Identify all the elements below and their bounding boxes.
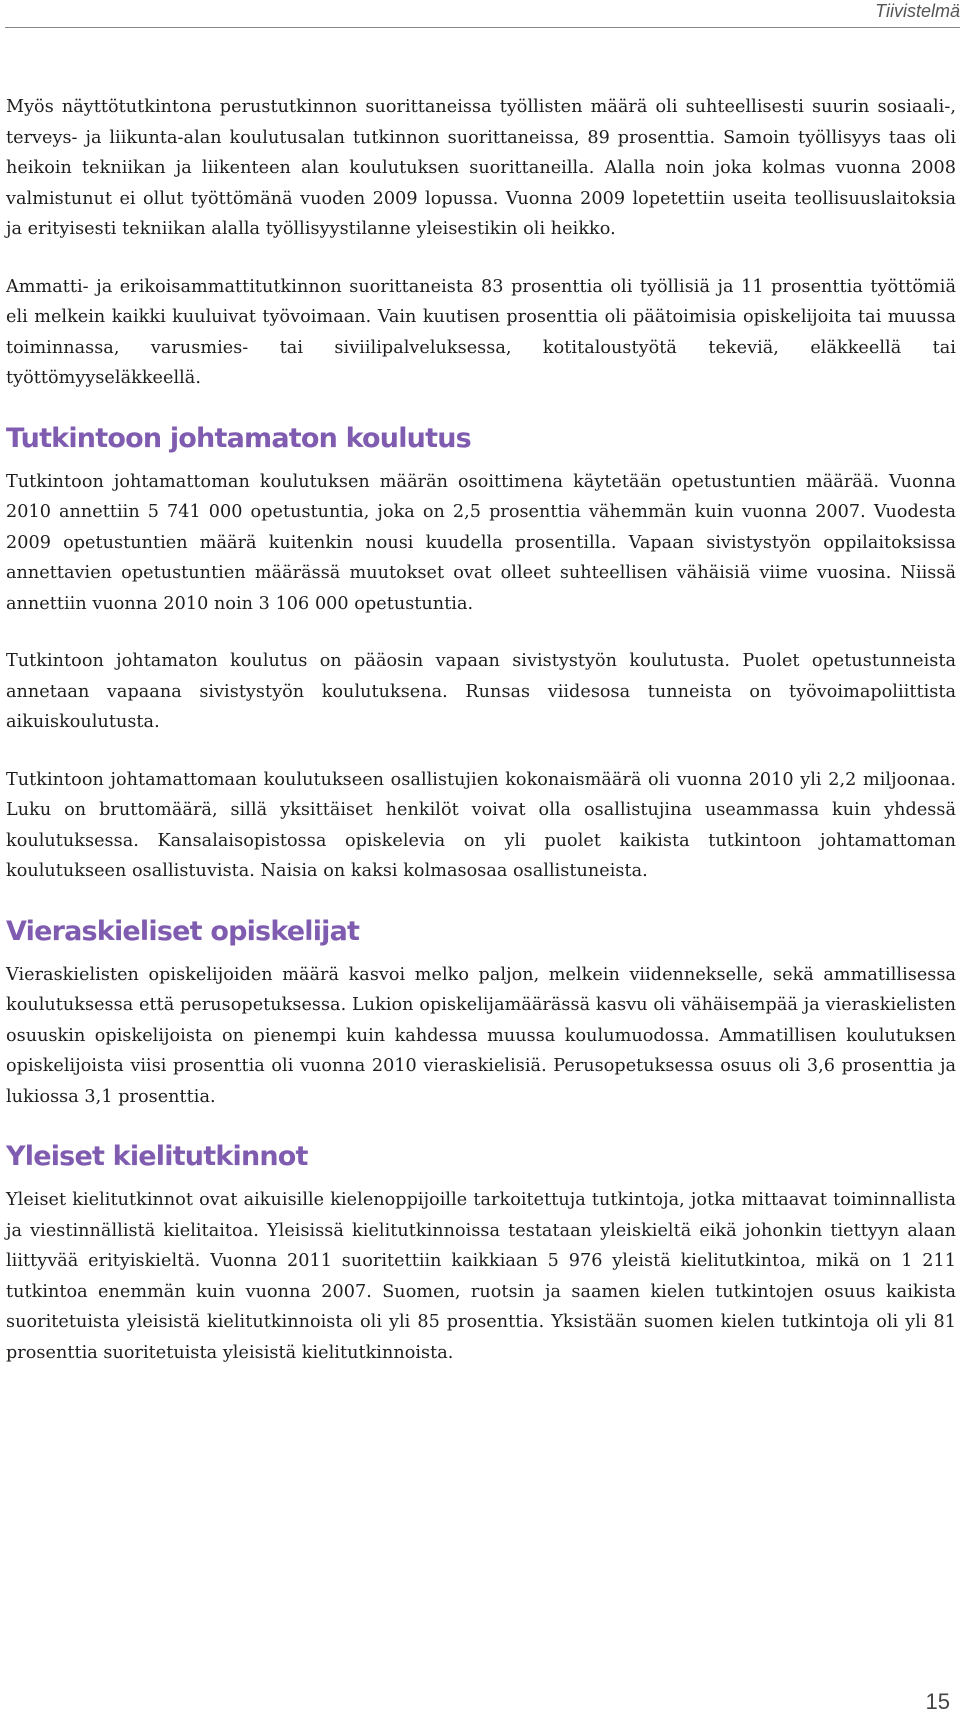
paragraph-liberal-adult-education: Tutkintoon johtamaton koulutus on pääosin vapaan sivistystyön koulutusta. Puolet opetustunneista annetaan vapaana sivistystyön koulutuksena. Runsas viidesosa tunneista on työvoimapoliittista aikuiskoulutusta. <box>6 651 956 732</box>
paragraph-language-exams: Yleiset kielitutkinnot ovat aikuisille kielenoppijoille tarkoitettuja tutkintoja, jotka mittaavat toiminnallista ja viestinnällistä kielitaitoa. Yleisissä kielitutkinnoissa testataan yleiskieltä eikä johonkin tiettyyn alaan liittyvää erityiskieltä. Vuonna 2011 suoritettiin kaikkiaan 5 976 yleistä kielitutkintoa, mikä on 1 211 tutkintoa enemmän kuin vuonna 2007. Suomen, ruotsin ja saamen kielen tutkintojen osuus kaikista suoritetuista yleisistä kielitutkinnoista oli yli 85 prosenttia. Yksistään suomen kielen tutkintoja oli yli 81 prosenttia suoritetuista yleisistä kielitutkinnoista. <box>6 1190 956 1363</box>
heading-foreign-language-students: Vieraskieliset opiskelijat <box>6 915 360 947</box>
page-header <box>0 0 960 30</box>
page-body <box>6 92 956 1395</box>
header-rule <box>5 27 960 28</box>
paragraph-foreign-language-students: Vieraskielisten opiskelijoiden määrä kasvoi melko paljon, melkein viidennekselle, sekä ammatillisessa koulutuksessa että perusopetuksessa. Lukion opiskelijamäärässä kasvu oli vähäisempää ja vieraskielisten osuuskin opiskelijoista on pienempi kuin kahdessa muussa koulumuodossa. Ammatillisen koulutuksen opiskelijoista viisi prosenttia oli vuonna 2010 vieraskielisiä. Perusopetuksessa osuus oli 3,6 prosenttia ja lukiossa 3,1 prosenttia. <box>6 964 956 1107</box>
heading-language-exams: Yleiset kielitutkinnot <box>6 1141 308 1172</box>
section-label: Tiivistelmä <box>875 1 960 21</box>
heading-non-degree-education: Tutkintoon johtamaton koulutus <box>6 422 471 454</box>
paragraph-participants: Tutkintoon johtamattomaan koulutukseen osallistujien kokonaismäärä oli vuonna 2010 yli 2,2 miljoonaa. Luku on bruttomäärä, sillä yksittäiset henkilöt voivat olla osallistujina useammassa kuin yhdessä koulutuksessa. Kansalaisopistossa opiskelevia on yli puolet kaikista tutkintoon johtamattoman koulutukseen osallistuvista. Naisia on kaksi kolmasosaa osallistuneista. <box>6 769 956 881</box>
page-number: 15 <box>925 1689 950 1714</box>
paragraph-employment-vocational: Myös näyttötutkintona perustutkinnon suorittaneissa työllisten määrä oli suhteellisesti suurin sosiaali-, terveys- ja liikunta-alan koulutusalan tutkinnon suorittaneissa, 89 prosenttia. Samoin työllisyys taas oli heikoin tekniikan ja liikenteen alan koulutuksen suorittaneilla. Alalla noin joka kolmas vuonna 2008 valmistunut ei ollut työttömänä vuoden 2009 lopussa. Vuonna 2009 lopetettiin useita teollisuuslaitoksia ja erityisesti tekniikan alalla työllisyystilanne yleisestikin oli heikko. <box>6 97 956 239</box>
paragraph-specialist-qualifications: Ammatti- ja erikoisammattitutkinnon suorittaneista 83 prosenttia oli työllisiä ja 11 prosenttia työttömiä eli melkein kaikki kuuluivat työvoimaan. Vain kuutisen prosenttia oli päätoimisia opiskelijoita tai muussa toiminnassa, varusmies- tai siviilipalveluksessa, kotitaloustyötä tekeviä, eläkkeellä tai työttömyyseläkkeellä. <box>6 276 956 388</box>
paragraph-teaching-hours: Tutkintoon johtamattoman koulutuksen määrän osoittimena käytetään opetustuntien määrää. Vuonna 2010 annettiin 5 741 000 opetustuntia, joka on 2,5 prosenttia vähemmän kuin vuonna 2007. Vuodesta 2009 opetustuntien määrä kuitenkin nousi kuudella prosentilla. Vapaan sivistystyön oppilaitoksissa annettavien opetustuntien määrässä muutokset ovat olleet suhteellisen vähäisiä viime vuosina. Niissä annettiin vuonna 2010 noin 3 106 000 opetustuntia. <box>6 471 956 614</box>
